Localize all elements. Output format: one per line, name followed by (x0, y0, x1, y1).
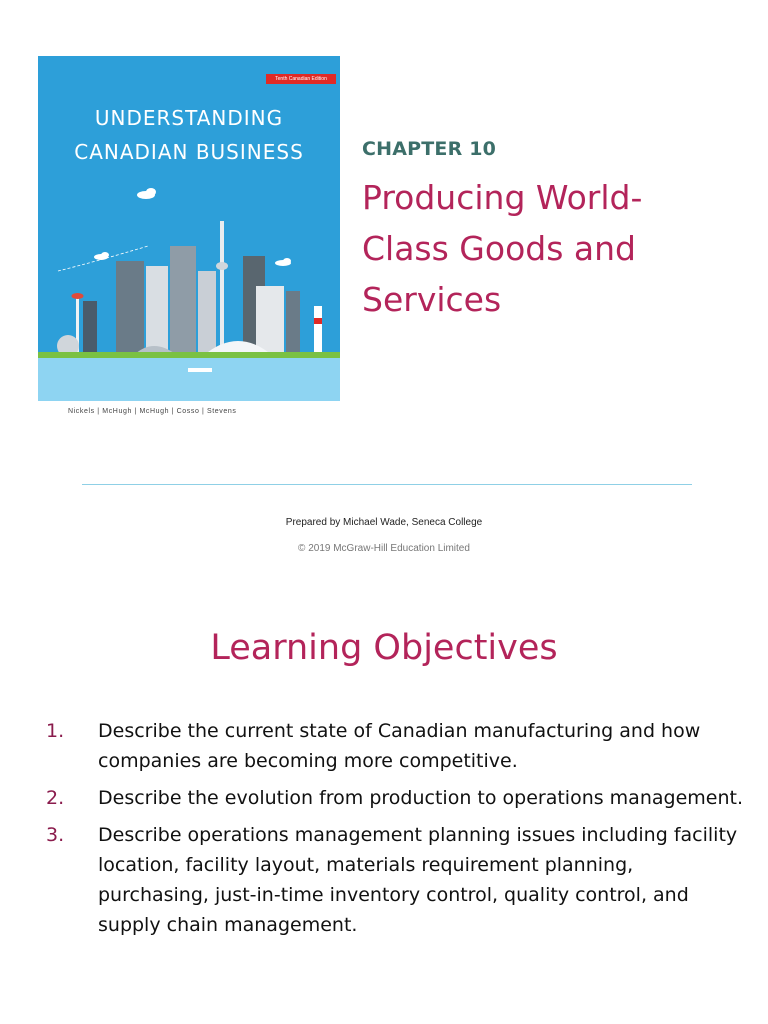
objective-number: 2. (46, 787, 65, 809)
chapter-title (362, 172, 742, 325)
objective-text: Describe the current state of Canadian manufacturing and how companies are becoming more competitive. (98, 720, 701, 772)
objective-item (46, 783, 746, 813)
chapter-title-line: Class Goods and (362, 229, 636, 268)
cover-authors: Nickels | McHugh | McHugh | Cosso | Stevens (68, 408, 237, 415)
objective-item (46, 820, 746, 940)
objective-text: Describe operations management planning issues including facility location, facility layout, materials requirement planning, purchasing, just-in-time inventory control, quality control, and supply chain management. (98, 824, 738, 936)
book-cover (38, 56, 340, 430)
chapter-title-line: Services (362, 280, 502, 319)
objectives-list (46, 716, 746, 947)
objective-item (46, 716, 746, 776)
chapter-label: CHAPTER 10 (362, 138, 497, 160)
learning-objectives-slide (0, 580, 768, 1024)
chapter-title-line: Producing World- (362, 178, 643, 217)
objective-number: 1. (46, 720, 65, 742)
cover-title-line-1: UNDERSTANDING (94, 106, 284, 130)
learning-objectives-title: Learning Objectives (210, 628, 558, 668)
cover-title-line-2: CANADIAN BUSINESS (74, 140, 304, 164)
objective-text: Describe the evolution from production to operations management. (98, 787, 743, 809)
objective-number: 3. (46, 824, 65, 846)
edition-badge: Tenth Canadian Edition (266, 74, 336, 84)
copyright-notice: © 2019 McGraw-Hill Education Limited (298, 543, 470, 554)
divider-line (82, 484, 692, 485)
prepared-by-credit: Prepared by Michael Wade, Seneca College (285, 517, 483, 528)
